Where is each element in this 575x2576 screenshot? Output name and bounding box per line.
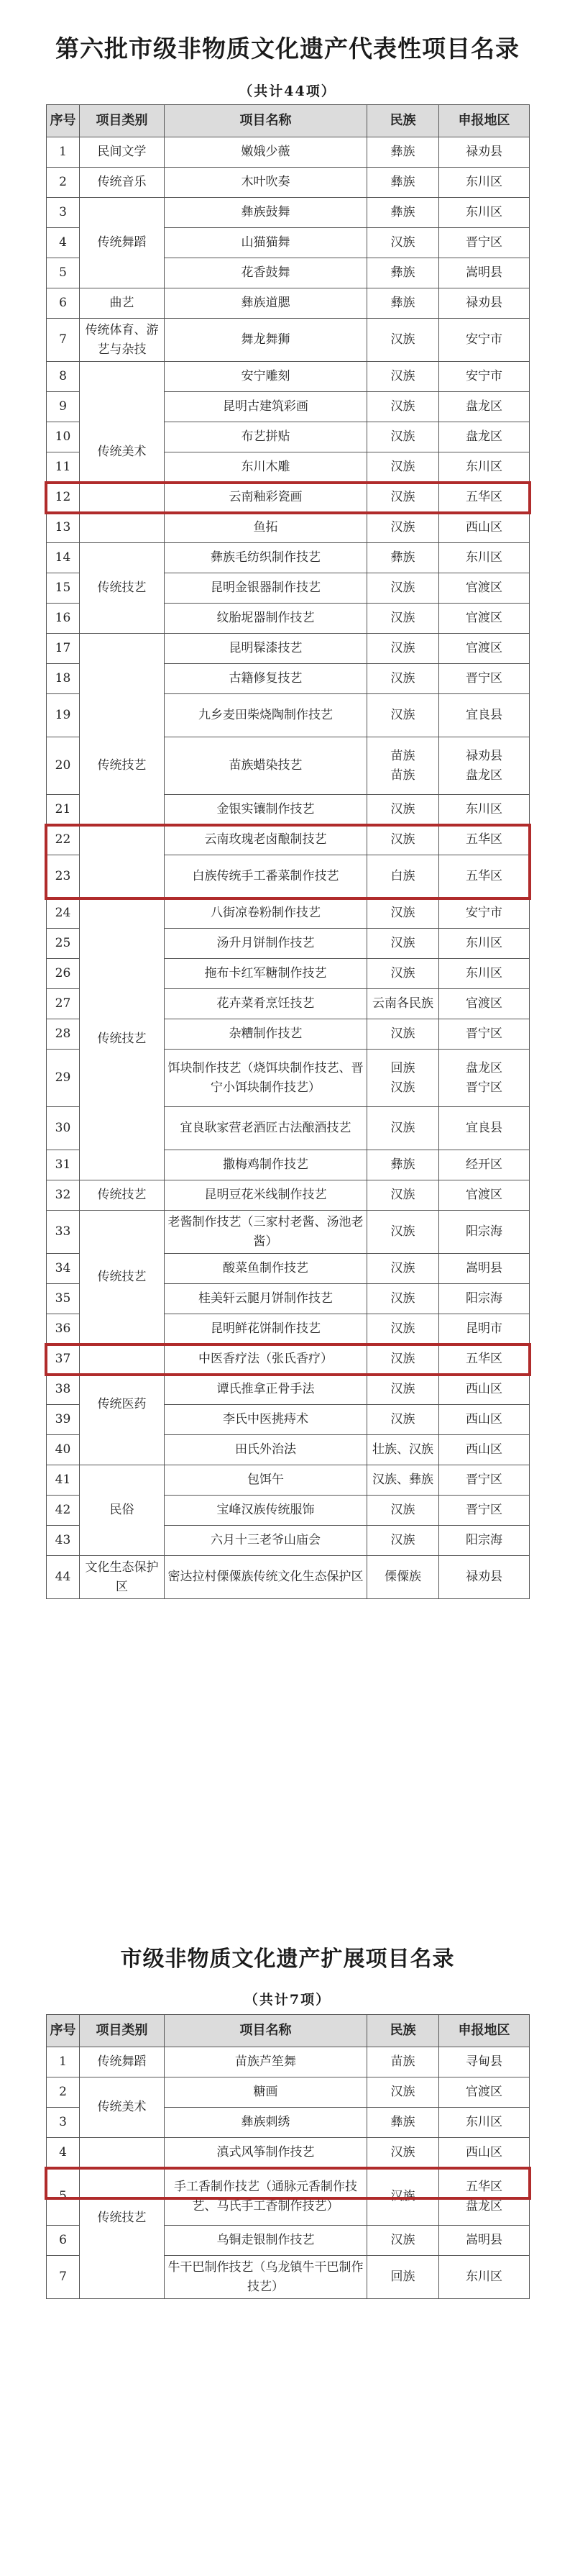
cell-name: 宜良耿家营老酒匠古法酿酒技艺 bbox=[165, 1107, 367, 1150]
cell-name: 乌铜走银制作技艺 bbox=[165, 2226, 367, 2256]
cell-name: 手工香制作技艺（通脉元香制作技艺、马氏手工香制作技艺） bbox=[165, 2168, 367, 2226]
cell-no: 16 bbox=[47, 604, 80, 634]
cell-area: 官渡区 bbox=[439, 634, 530, 664]
cell-name: 老酱制作技艺（三家村老酱、汤池老酱） bbox=[165, 1211, 367, 1254]
cell-area: 东川区 bbox=[439, 2108, 530, 2138]
header-no: 序号 bbox=[47, 105, 80, 137]
cell-area: 禄劝县 bbox=[439, 288, 530, 319]
cell-area: 宜良县 bbox=[439, 694, 530, 737]
cell-no: 34 bbox=[47, 1254, 80, 1284]
cell-no: 11 bbox=[47, 452, 80, 483]
cell-ethnicity: 汉族 bbox=[367, 2077, 439, 2108]
cell-no: 13 bbox=[47, 513, 80, 543]
cell-area: 东川区 bbox=[439, 452, 530, 483]
cell-name: 鱼拓 bbox=[165, 513, 367, 543]
cell-ethnicity: 白族 bbox=[367, 855, 439, 898]
cell-ethnicity: 汉族 bbox=[367, 362, 439, 392]
table-row bbox=[47, 1211, 530, 1254]
cell-ethnicity: 汉族 bbox=[367, 2168, 439, 2226]
cell-name: 桂美轩云腿月饼制作技艺 bbox=[165, 1284, 367, 1314]
cell-name: 古籍修复技艺 bbox=[165, 664, 367, 694]
cell-ethnicity: 汉族 bbox=[367, 1254, 439, 1284]
cell-area-line: 晋宁区 bbox=[466, 1080, 502, 1095]
table-row bbox=[47, 168, 530, 198]
cell-area: 寻甸县 bbox=[439, 2047, 530, 2077]
cell-ethnicity: 彝族 bbox=[367, 543, 439, 573]
cell-category: 传统技艺 bbox=[80, 634, 165, 898]
cell-ethnicity: 汉族 bbox=[367, 2138, 439, 2168]
cell-area: 嵩明县 bbox=[439, 1254, 530, 1284]
cell-ethnicity: 彝族 bbox=[367, 137, 439, 168]
cell-name: 九乡麦田柴烧陶制作技艺 bbox=[165, 694, 367, 737]
cell-name: 滇式风筝制作技艺 bbox=[165, 2138, 367, 2168]
cell-area: 官渡区 bbox=[439, 1180, 530, 1211]
cell-name: 汤升月饼制作技艺 bbox=[165, 929, 367, 959]
cell-no: 41 bbox=[47, 1465, 80, 1496]
cell-name: 山猫猫舞 bbox=[165, 228, 367, 258]
cell-no: 19 bbox=[47, 694, 80, 737]
cell-ethnicity: 汉族 bbox=[367, 1344, 439, 1375]
cell-area: 晋宁区 bbox=[439, 1496, 530, 1526]
table-row bbox=[47, 319, 530, 362]
table-row bbox=[47, 898, 530, 929]
header-ethnicity: 民族 bbox=[367, 105, 439, 137]
cell-ethnicity: 彝族 bbox=[367, 198, 439, 228]
table-row bbox=[47, 634, 530, 664]
cell-category: 传统技艺 bbox=[80, 1180, 165, 1211]
cell-area: 晋宁区 bbox=[439, 664, 530, 694]
cell-name: 彝族道腮 bbox=[165, 288, 367, 319]
cell-name: 李氏中医挑痔术 bbox=[165, 1405, 367, 1435]
cell-no: 40 bbox=[47, 1435, 80, 1465]
cell-name: 花香鼓舞 bbox=[165, 258, 367, 288]
cell-name: 安宁雕刻 bbox=[165, 362, 367, 392]
cell-no: 30 bbox=[47, 1107, 80, 1150]
cell-ethnicity: 汉族 bbox=[367, 513, 439, 543]
cell-area: 安宁市 bbox=[439, 898, 530, 929]
cell-ethnicity: 汉族 bbox=[367, 1180, 439, 1211]
table-row bbox=[47, 2138, 530, 2168]
cell-area: 东川区 bbox=[439, 168, 530, 198]
cell-no: 2 bbox=[47, 2077, 80, 2108]
cell-area: 晋宁区 bbox=[439, 228, 530, 258]
cell-ethnicity: 汉族 bbox=[367, 1526, 439, 1556]
cell-no: 27 bbox=[47, 989, 80, 1019]
cell-ethnicity: 汉族 bbox=[367, 452, 439, 483]
cell-category: 传统技艺 bbox=[80, 898, 165, 1180]
cell-area: 西山区 bbox=[439, 1405, 530, 1435]
cell-area: 官渡区 bbox=[439, 989, 530, 1019]
cell-area: 五华区 bbox=[439, 855, 530, 898]
cell-category: 文化生态保护区 bbox=[80, 1556, 165, 1599]
table-row bbox=[47, 1465, 530, 1496]
cell-no: 7 bbox=[47, 2256, 80, 2299]
cell-name: 包饵午 bbox=[165, 1465, 367, 1496]
cell-category: 传统体育、游艺与杂技 bbox=[80, 319, 165, 362]
table-header-row bbox=[47, 2015, 530, 2047]
cell-no: 12 bbox=[47, 483, 80, 513]
cell-area: 东川区 bbox=[439, 2256, 530, 2299]
cell-ethnicity: 汉族 bbox=[367, 319, 439, 362]
cell-name: 嫩娥少薇 bbox=[165, 137, 367, 168]
cell-category: 传统音乐 bbox=[80, 168, 165, 198]
cell-name: 杂糟制作技艺 bbox=[165, 1019, 367, 1050]
header-category: 项目类别 bbox=[80, 105, 165, 137]
cell-ethnicity: 汉族 bbox=[367, 1211, 439, 1254]
cell-area: 盘龙区 bbox=[439, 392, 530, 422]
cell-no: 3 bbox=[47, 2108, 80, 2138]
cell-no: 32 bbox=[47, 1180, 80, 1211]
cell-area: 经开区 bbox=[439, 1150, 530, 1180]
cell-name: 花卉菜肴烹饪技艺 bbox=[165, 989, 367, 1019]
cell-category: 传统技艺 bbox=[80, 1211, 165, 1344]
cell-no: 24 bbox=[47, 898, 80, 929]
cell-ethnicity: 汉族 bbox=[367, 1405, 439, 1435]
cell-no: 3 bbox=[47, 198, 80, 228]
cell-area: 西山区 bbox=[439, 1375, 530, 1405]
table-row bbox=[47, 1180, 530, 1211]
cell-name: 饵块制作技艺（烧饵块制作技艺、晋宁小饵块制作技艺） bbox=[165, 1050, 367, 1107]
cell-area: 东川区 bbox=[439, 929, 530, 959]
cell-name: 昆明古建筑彩画 bbox=[165, 392, 367, 422]
cell-no: 33 bbox=[47, 1211, 80, 1254]
cell-area: 阳宗海 bbox=[439, 1526, 530, 1556]
cell-name: 昆明豆花米线制作技艺 bbox=[165, 1180, 367, 1211]
cell-area: 五华区 bbox=[439, 825, 530, 855]
cell-area: 阳宗海 bbox=[439, 1284, 530, 1314]
cell-ethnicity: 汉族 bbox=[367, 634, 439, 664]
cell-ethnicity bbox=[367, 1050, 439, 1107]
cell-no: 36 bbox=[47, 1314, 80, 1344]
cell-no: 23 bbox=[47, 855, 80, 898]
cell-area: 禄劝县 bbox=[439, 1556, 530, 1599]
cell-ethnicity: 云南各民族 bbox=[367, 989, 439, 1019]
cell-no: 43 bbox=[47, 1526, 80, 1556]
cell-category: 民俗 bbox=[80, 1465, 165, 1556]
cell-no: 35 bbox=[47, 1284, 80, 1314]
page-title: 第六批市级非物质文化遗产代表性项目名录 bbox=[55, 35, 520, 63]
cell-no: 7 bbox=[47, 319, 80, 362]
cell-name: 云南玫瑰老卤酿制技艺 bbox=[165, 825, 367, 855]
cell-no: 4 bbox=[47, 2138, 80, 2168]
cell-ethnicity: 汉族 bbox=[367, 392, 439, 422]
cell-name: 白族传统手工番菜制作技艺 bbox=[165, 855, 367, 898]
table-row bbox=[47, 198, 530, 228]
cell-category: 传统舞蹈 bbox=[80, 198, 165, 288]
cell-name: 彝族毛纺织制作技艺 bbox=[165, 543, 367, 573]
cell-area-line: 五华区 bbox=[466, 2180, 502, 2195]
cell-ethnicity-line: 苗族 bbox=[390, 768, 415, 783]
cell-name: 宝峰汉族传统服饰 bbox=[165, 1496, 367, 1526]
cell-no: 21 bbox=[47, 795, 80, 825]
cell-area: 东川区 bbox=[439, 543, 530, 573]
cell-ethnicity: 汉族 bbox=[367, 573, 439, 604]
cell-name: 糖画 bbox=[165, 2077, 367, 2108]
cell-ethnicity: 汉族 bbox=[367, 694, 439, 737]
cell-area: 禄劝县 bbox=[439, 137, 530, 168]
cell-ethnicity: 壮族、汉族 bbox=[367, 1435, 439, 1465]
cell-area: 嵩明县 bbox=[439, 258, 530, 288]
expansion-items-table bbox=[46, 2014, 530, 2299]
cell-name: 舞龙舞狮 bbox=[165, 319, 367, 362]
cell-name: 酸菜鱼制作技艺 bbox=[165, 1254, 367, 1284]
header-name: 项目名称 bbox=[165, 105, 367, 137]
highlight-box bbox=[45, 824, 531, 900]
cell-ethnicity: 彝族 bbox=[367, 2108, 439, 2138]
table-row bbox=[47, 137, 530, 168]
cell-ethnicity: 彝族 bbox=[367, 288, 439, 319]
cell-area: 盘龙区 bbox=[439, 422, 530, 452]
cell-name: 密达拉村傈僳族传统文化生态保护区 bbox=[165, 1556, 367, 1599]
cell-area bbox=[439, 737, 530, 795]
cell-area bbox=[439, 1050, 530, 1107]
cell-area: 晋宁区 bbox=[439, 1019, 530, 1050]
cell-area: 安宁市 bbox=[439, 319, 530, 362]
highlight-box bbox=[45, 1343, 531, 1376]
cell-no: 44 bbox=[47, 1556, 80, 1599]
cell-name: 六月十三老爷山庙会 bbox=[165, 1526, 367, 1556]
cell-no: 15 bbox=[47, 573, 80, 604]
cell-no: 5 bbox=[47, 258, 80, 288]
cell-ethnicity-line: 苗族 bbox=[390, 749, 415, 764]
expansion-count: （共计7项） bbox=[244, 1992, 331, 2008]
cell-ethnicity: 傈僳族 bbox=[367, 1556, 439, 1599]
cell-area-line: 禄劝县 bbox=[466, 749, 502, 764]
cell-name: 木叶吹奏 bbox=[165, 168, 367, 198]
cell-area: 官渡区 bbox=[439, 604, 530, 634]
cell-name: 撒梅鸡制作技艺 bbox=[165, 1150, 367, 1180]
cell-no: 1 bbox=[47, 137, 80, 168]
header-no: 序号 bbox=[47, 2015, 80, 2047]
cell-ethnicity: 汉族 bbox=[367, 604, 439, 634]
cell-category: 传统美术 bbox=[80, 362, 165, 543]
cell-area: 安宁市 bbox=[439, 362, 530, 392]
cell-no: 26 bbox=[47, 959, 80, 989]
cell-ethnicity: 汉族 bbox=[367, 483, 439, 513]
cell-ethnicity: 汉族 bbox=[367, 1375, 439, 1405]
cell-category: 传统技艺 bbox=[80, 543, 165, 634]
highlight-box bbox=[45, 481, 531, 514]
cell-name: 云南釉彩瓷画 bbox=[165, 483, 367, 513]
cell-ethnicity: 回族 bbox=[367, 2256, 439, 2299]
cell-name: 牛干巴制作技艺（乌龙镇牛干巴制作技艺） bbox=[165, 2256, 367, 2299]
cell-no: 22 bbox=[47, 825, 80, 855]
cell-no: 39 bbox=[47, 1405, 80, 1435]
table-row bbox=[47, 2047, 530, 2077]
cell-area: 官渡区 bbox=[439, 573, 530, 604]
cell-area: 西山区 bbox=[439, 513, 530, 543]
header-ethnicity: 民族 bbox=[367, 2015, 439, 2047]
cell-no: 18 bbox=[47, 664, 80, 694]
cell-name: 八街凉卷粉制作技艺 bbox=[165, 898, 367, 929]
cell-ethnicity: 汉族 bbox=[367, 929, 439, 959]
cell-area: 五华区 bbox=[439, 1344, 530, 1375]
cell-no: 20 bbox=[47, 737, 80, 795]
cell-no: 37 bbox=[47, 1344, 80, 1375]
cell-no: 4 bbox=[47, 228, 80, 258]
cell-no: 17 bbox=[47, 634, 80, 664]
table-row bbox=[47, 1556, 530, 1599]
table-header-row bbox=[47, 105, 530, 137]
cell-area-line: 盘龙区 bbox=[466, 2198, 502, 2213]
cell-area: 东川区 bbox=[439, 959, 530, 989]
cell-ethnicity: 彝族 bbox=[367, 168, 439, 198]
table-row bbox=[47, 2077, 530, 2108]
cell-area-line: 盘龙区 bbox=[466, 1061, 502, 1076]
cell-no: 38 bbox=[47, 1375, 80, 1405]
cell-area: 宜良县 bbox=[439, 1107, 530, 1150]
cell-ethnicity: 汉族 bbox=[367, 664, 439, 694]
cell-area: 东川区 bbox=[439, 795, 530, 825]
cell-no: 25 bbox=[47, 929, 80, 959]
cell-ethnicity bbox=[367, 737, 439, 795]
cell-no: 14 bbox=[47, 543, 80, 573]
cell-no: 10 bbox=[47, 422, 80, 452]
header-name: 项目名称 bbox=[165, 2015, 367, 2047]
cell-no: 6 bbox=[47, 2226, 80, 2256]
cell-ethnicity: 汉族、彝族 bbox=[367, 1465, 439, 1496]
cell-no: 42 bbox=[47, 1496, 80, 1526]
cell-area: 西山区 bbox=[439, 1435, 530, 1465]
cell-no: 29 bbox=[47, 1050, 80, 1107]
cell-no: 9 bbox=[47, 392, 80, 422]
cell-ethnicity: 汉族 bbox=[367, 422, 439, 452]
cell-category: 民间文学 bbox=[80, 137, 165, 168]
table-row bbox=[47, 543, 530, 573]
cell-category: 传统技艺 bbox=[80, 2138, 165, 2299]
cell-area: 官渡区 bbox=[439, 2077, 530, 2108]
cell-name: 彝族鼓舞 bbox=[165, 198, 367, 228]
table-row bbox=[47, 288, 530, 319]
cell-ethnicity: 汉族 bbox=[367, 1496, 439, 1526]
cell-no: 28 bbox=[47, 1019, 80, 1050]
cell-ethnicity-line: 回族 bbox=[390, 1061, 415, 1076]
cell-ethnicity: 彝族 bbox=[367, 1150, 439, 1180]
cell-category: 曲艺 bbox=[80, 288, 165, 319]
cell-area: 五华区 bbox=[439, 483, 530, 513]
cell-ethnicity: 汉族 bbox=[367, 825, 439, 855]
cell-no: 1 bbox=[47, 2047, 80, 2077]
cell-ethnicity: 汉族 bbox=[367, 959, 439, 989]
cell-ethnicity: 汉族 bbox=[367, 795, 439, 825]
cell-name: 中医香疗法（张氏香疗） bbox=[165, 1344, 367, 1375]
cell-name: 谭氏推拿正骨手法 bbox=[165, 1375, 367, 1405]
cell-ethnicity: 汉族 bbox=[367, 1107, 439, 1150]
cell-area: 昆明市 bbox=[439, 1314, 530, 1344]
cell-category: 传统医药 bbox=[80, 1344, 165, 1465]
cell-name: 昆明鲜花饼制作技艺 bbox=[165, 1314, 367, 1344]
cell-name: 布艺拼贴 bbox=[165, 422, 367, 452]
cell-no: 2 bbox=[47, 168, 80, 198]
cell-ethnicity: 汉族 bbox=[367, 2226, 439, 2256]
cell-ethnicity: 汉族 bbox=[367, 898, 439, 929]
table-row bbox=[47, 362, 530, 392]
cell-category: 传统舞蹈 bbox=[80, 2047, 165, 2077]
cell-area: 东川区 bbox=[439, 198, 530, 228]
header-area: 申报地区 bbox=[439, 2015, 530, 2047]
header-area: 申报地区 bbox=[439, 105, 530, 137]
cell-ethnicity: 苗族 bbox=[367, 2047, 439, 2077]
cell-area: 西山区 bbox=[439, 2138, 530, 2168]
cell-name: 昆明髹漆技艺 bbox=[165, 634, 367, 664]
cell-name: 纹胎坭器制作技艺 bbox=[165, 604, 367, 634]
expansion-title: 市级非物质文化遗产扩展项目名录 bbox=[120, 1947, 455, 1972]
item-count: （共计44项） bbox=[239, 83, 336, 99]
cell-no: 5 bbox=[47, 2168, 80, 2226]
cell-ethnicity-line: 汉族 bbox=[390, 1080, 415, 1095]
cell-ethnicity: 彝族 bbox=[367, 258, 439, 288]
cell-name: 田氏外治法 bbox=[165, 1435, 367, 1465]
cell-area: 嵩明县 bbox=[439, 2226, 530, 2256]
cell-ethnicity: 汉族 bbox=[367, 1314, 439, 1344]
cell-no: 6 bbox=[47, 288, 80, 319]
cell-name: 苗族芦笙舞 bbox=[165, 2047, 367, 2077]
cell-name: 金银实镶制作技艺 bbox=[165, 795, 367, 825]
cell-name: 东川木雕 bbox=[165, 452, 367, 483]
cell-area: 阳宗海 bbox=[439, 1211, 530, 1254]
header-category: 项目类别 bbox=[80, 2015, 165, 2047]
highlight-box bbox=[45, 2167, 531, 2200]
cell-area-line: 盘龙区 bbox=[466, 768, 502, 783]
cell-no: 31 bbox=[47, 1150, 80, 1180]
cell-ethnicity: 汉族 bbox=[367, 1284, 439, 1314]
cell-name: 苗族蜡染技艺 bbox=[165, 737, 367, 795]
cell-area: 晋宁区 bbox=[439, 1465, 530, 1496]
cell-ethnicity: 汉族 bbox=[367, 228, 439, 258]
cell-name: 彝族刺绣 bbox=[165, 2108, 367, 2138]
cell-no: 8 bbox=[47, 362, 80, 392]
cell-name: 拖布卡红军糖制作技艺 bbox=[165, 959, 367, 989]
cell-ethnicity: 汉族 bbox=[367, 1019, 439, 1050]
cell-name: 昆明金银器制作技艺 bbox=[165, 573, 367, 604]
cell-category: 传统美术 bbox=[80, 2077, 165, 2138]
